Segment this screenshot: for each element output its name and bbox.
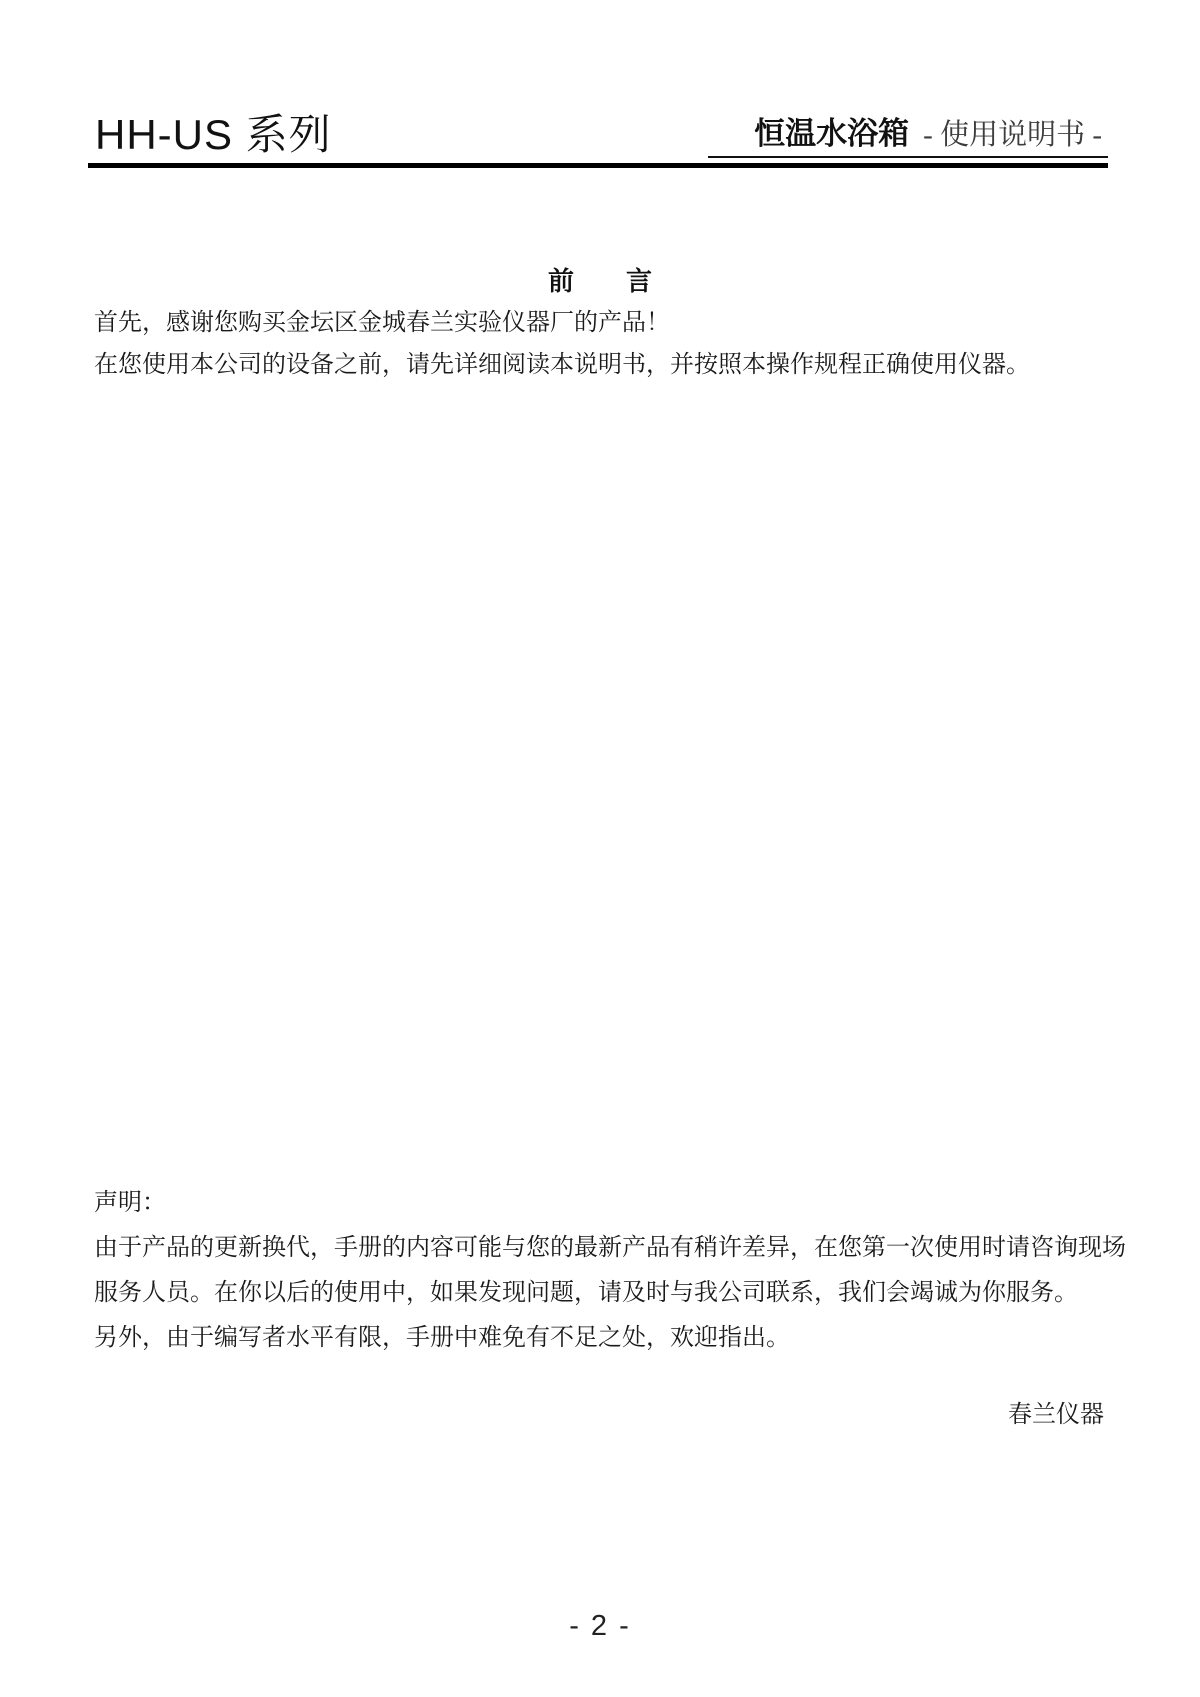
header-rule-divider [88, 163, 1108, 168]
page-header [95, 100, 1108, 158]
series-title: HH-US 系列 [95, 110, 332, 158]
statement-line: 另外，由于编写者水平有限，手册中难免有不足之处，欢迎指出。 [94, 1325, 790, 1351]
statement-section [94, 1181, 1126, 1361]
statement-line: 由于产品的更新换代，手册的内容可能与您的最新产品有稍许差异，在您第一次使用时请咨询现场 [94, 1235, 1126, 1261]
foreword-body [94, 302, 1108, 386]
foreword-line: 首先，感谢您购买金坛区金城春兰实验仪器厂的产品！ [94, 310, 670, 336]
header-right-group [708, 108, 1108, 158]
statement-label: 声明： [94, 1190, 166, 1216]
statement-line: 服务人员。在你以后的使用中，如果发现问题，请及时与我公司联系，我们会竭诚为你服务。 [94, 1280, 1078, 1306]
page-number: - 2 - [569, 1610, 631, 1642]
foreword-line: 在您使用本公司的设备之前，请先详细阅读本说明书，并按照本操作规程正确使用仪器。 [94, 352, 1030, 378]
doc-type-label: - 使用说明书 - [923, 119, 1102, 151]
foreword-title: 前 言 [547, 267, 652, 296]
company-signature: 春兰仪器 [1008, 1402, 1104, 1428]
product-name: 恒温水浴箱 [754, 116, 910, 151]
